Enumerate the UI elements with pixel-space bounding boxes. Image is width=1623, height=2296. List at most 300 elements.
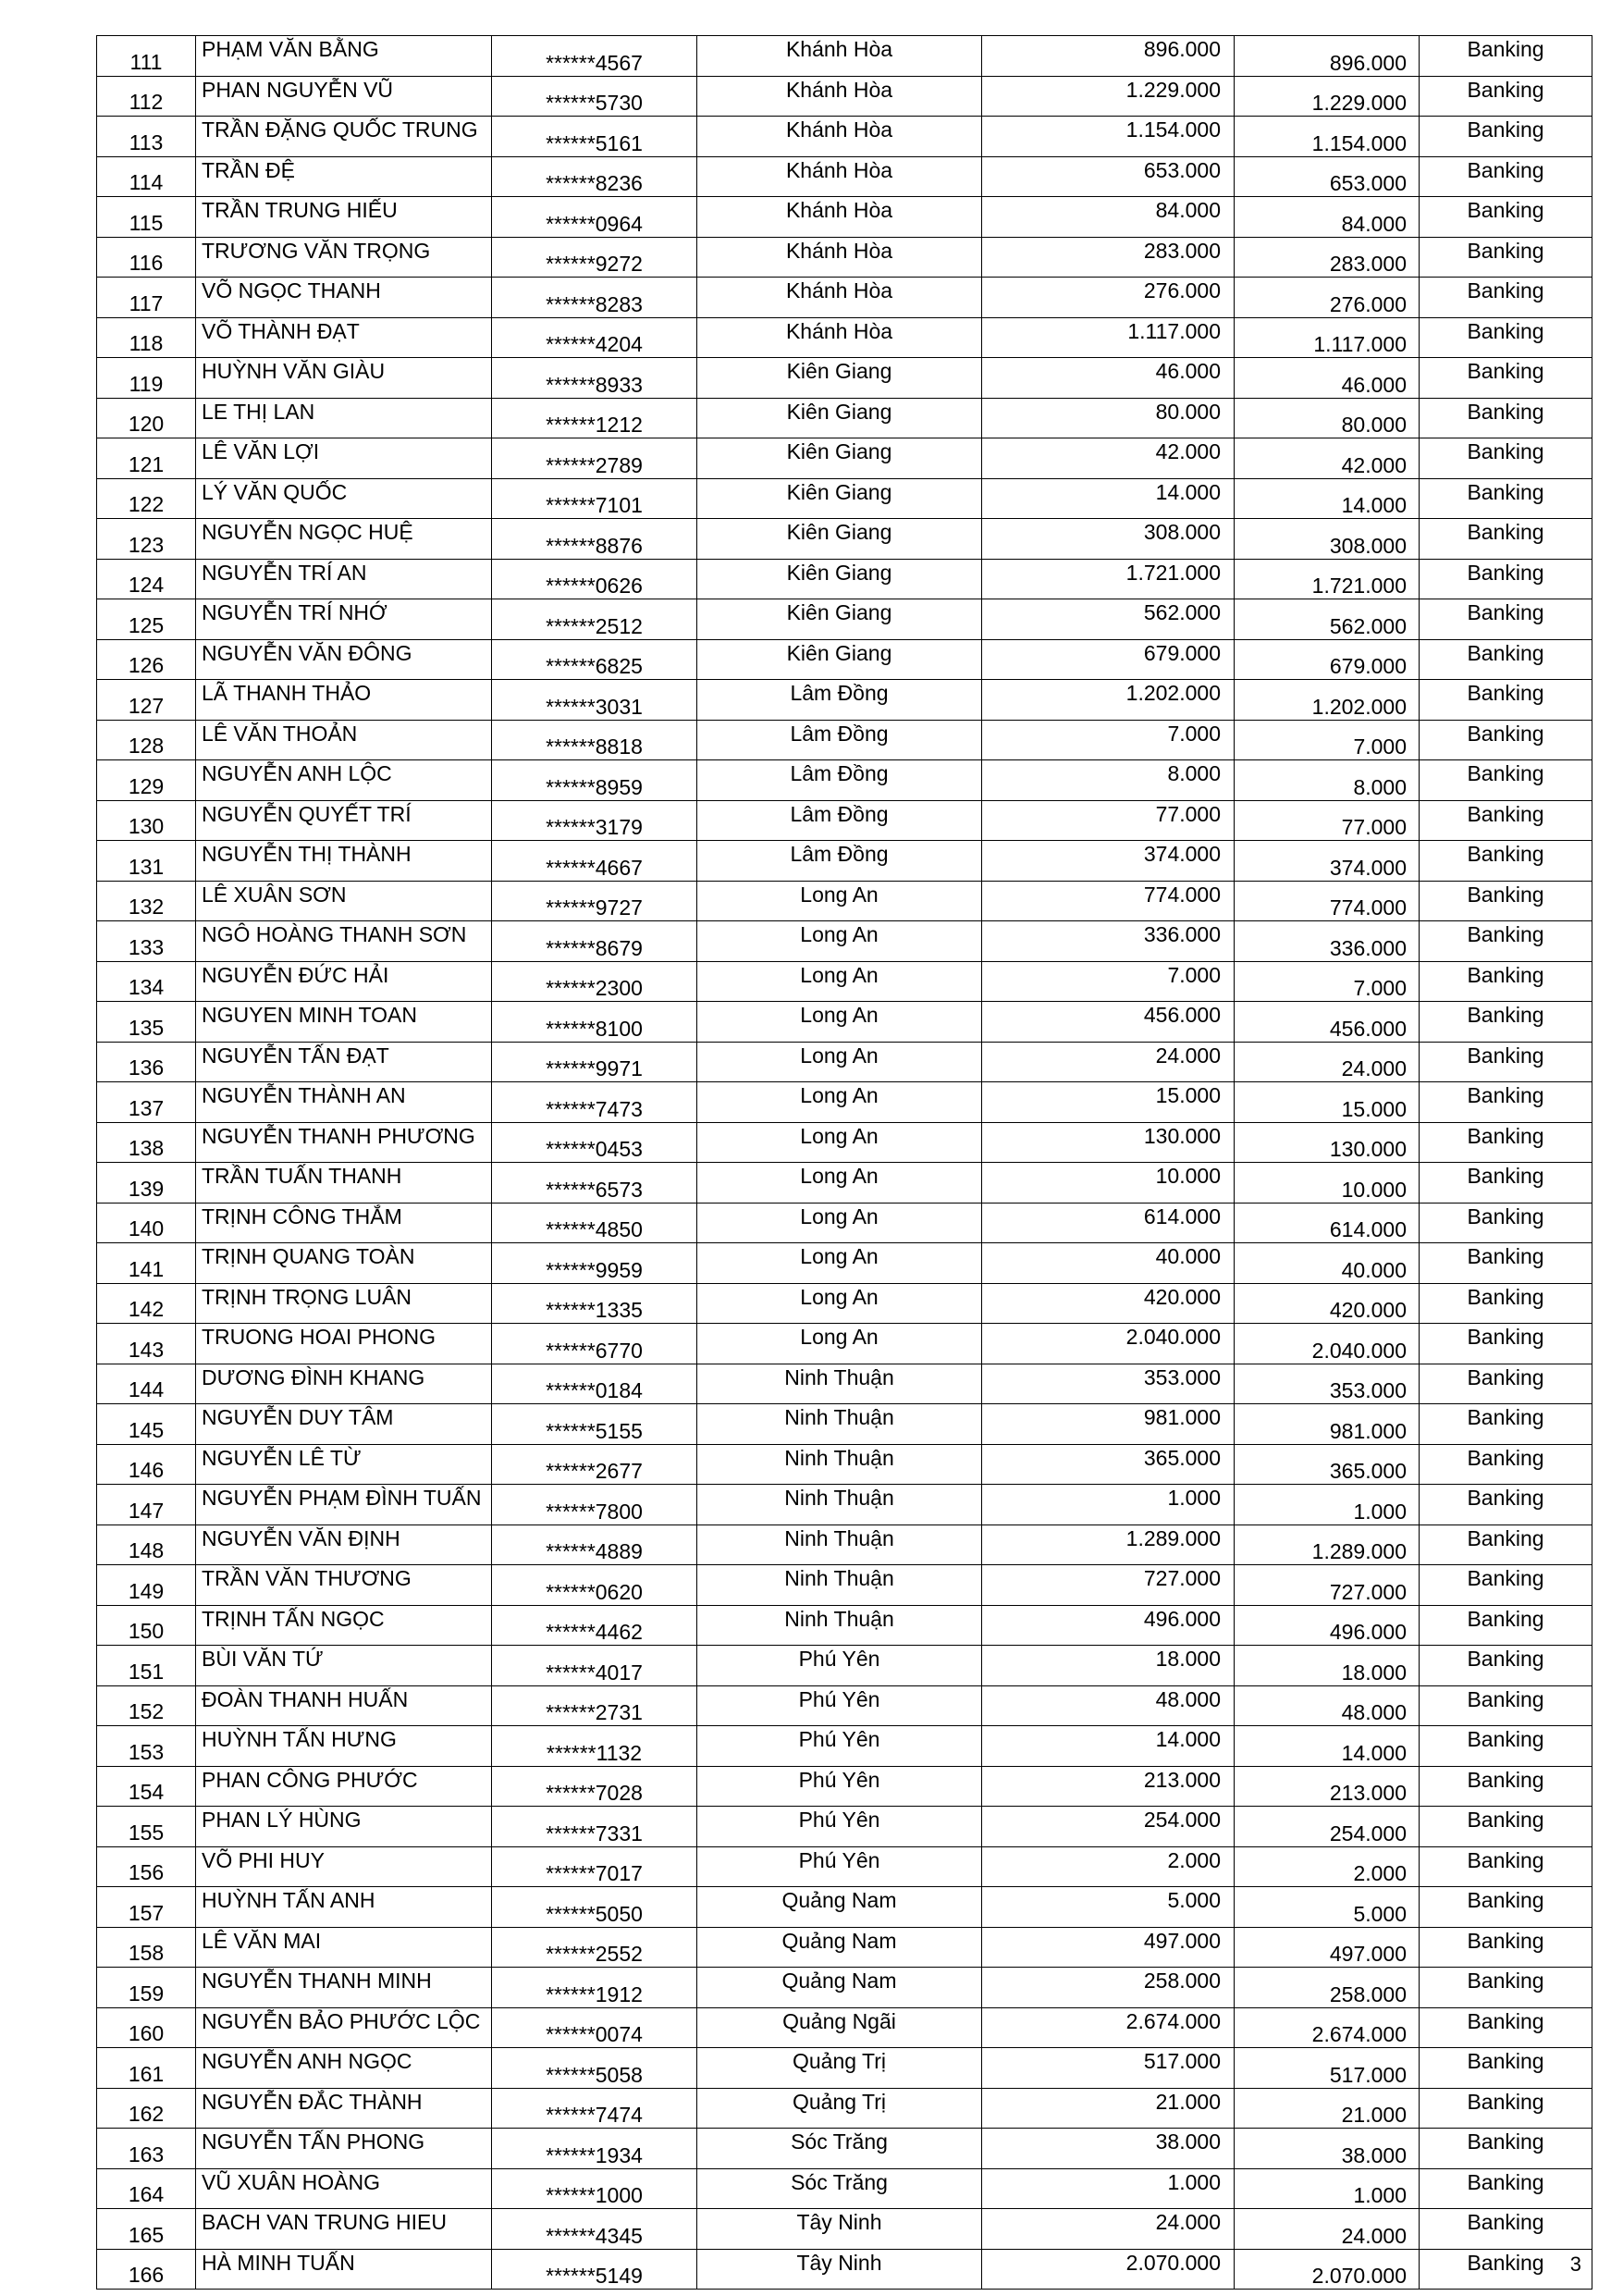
table-row xyxy=(97,519,1592,560)
name-cell: LÃ THANH THẢO xyxy=(196,680,492,721)
account-cell: ******1132 xyxy=(492,1726,697,1767)
name-cell: HUỲNH TẤN ANH xyxy=(196,1887,492,1928)
account-cell: ******7331 xyxy=(492,1807,697,1847)
payment-method-cell: Banking xyxy=(1420,881,1592,921)
province-cell: Phú Yên xyxy=(697,1807,982,1847)
name-cell: LÊ XUÂN SƠN xyxy=(196,881,492,921)
received-amount-cell: 80.000 xyxy=(1235,398,1420,438)
name-cell: LÊ VĂN THOẢN xyxy=(196,720,492,760)
province-cell: Khánh Hòa xyxy=(697,317,982,358)
amount-cell: 353.000 xyxy=(982,1364,1235,1404)
account-cell: ******2677 xyxy=(492,1444,697,1485)
received-amount-cell: 46.000 xyxy=(1235,358,1420,399)
account-cell: ******0964 xyxy=(492,197,697,238)
province-cell: Quảng Nam xyxy=(697,1968,982,2008)
amount-cell: 1.154.000 xyxy=(982,117,1235,157)
table-row xyxy=(97,2209,1592,2250)
account-cell: ******9959 xyxy=(492,1243,697,1284)
row-number-cell: 137 xyxy=(97,1082,196,1123)
table-row xyxy=(97,438,1592,479)
table-row xyxy=(97,237,1592,278)
amount-cell: 213.000 xyxy=(982,1766,1235,1807)
received-amount-cell: 24.000 xyxy=(1235,1042,1420,1082)
row-number-cell: 117 xyxy=(97,278,196,318)
name-cell: DƯƠNG ĐÌNH KHANG xyxy=(196,1364,492,1404)
received-amount-cell: 14.000 xyxy=(1235,1726,1420,1767)
table-row xyxy=(97,1807,1592,1847)
payment-method-cell: Banking xyxy=(1420,599,1592,640)
row-number-cell: 111 xyxy=(97,36,196,77)
row-number-cell: 165 xyxy=(97,2209,196,2250)
province-cell: Lâm Đồng xyxy=(697,680,982,721)
amount-cell: 456.000 xyxy=(982,1002,1235,1043)
received-amount-cell: 420.000 xyxy=(1235,1283,1420,1324)
province-cell: Kiên Giang xyxy=(697,438,982,479)
row-number-cell: 141 xyxy=(97,1243,196,1284)
amount-cell: 562.000 xyxy=(982,599,1235,640)
amount-cell: 1.721.000 xyxy=(982,559,1235,599)
account-cell: ******1000 xyxy=(492,2168,697,2209)
row-number-cell: 128 xyxy=(97,720,196,760)
name-cell: NGUYỄN PHẠM ĐÌNH TUẤN xyxy=(196,1485,492,1525)
row-number-cell: 127 xyxy=(97,680,196,721)
province-cell: Tây Ninh xyxy=(697,2249,982,2290)
payment-method-cell: Banking xyxy=(1420,2168,1592,2209)
received-amount-cell: 308.000 xyxy=(1235,519,1420,560)
name-cell: BÙI VĂN TỨ xyxy=(196,1646,492,1686)
row-number-cell: 116 xyxy=(97,237,196,278)
row-number-cell: 126 xyxy=(97,639,196,680)
table-row xyxy=(97,2129,1592,2169)
amount-cell: 2.070.000 xyxy=(982,2249,1235,2290)
row-number-cell: 139 xyxy=(97,1163,196,1204)
table-row xyxy=(97,1887,1592,1928)
name-cell: BACH VAN TRUNG HIEU xyxy=(196,2209,492,2250)
received-amount-cell: 1.202.000 xyxy=(1235,680,1420,721)
row-number-cell: 144 xyxy=(97,1364,196,1404)
name-cell: TRẦN TRUNG HIẾU xyxy=(196,197,492,238)
row-number-cell: 149 xyxy=(97,1565,196,1606)
name-cell: PHAN CÔNG PHƯỚC xyxy=(196,1766,492,1807)
name-cell: PHAN NGUYỄN VŨ xyxy=(196,76,492,117)
received-amount-cell: 130.000 xyxy=(1235,1122,1420,1163)
received-amount-cell: 562.000 xyxy=(1235,599,1420,640)
payment-method-cell: Banking xyxy=(1420,2129,1592,2169)
row-number-cell: 131 xyxy=(97,841,196,882)
payment-method-cell: Banking xyxy=(1420,1565,1592,1606)
amount-cell: 18.000 xyxy=(982,1646,1235,1686)
name-cell: NGUYỄN QUYẾT TRÍ xyxy=(196,800,492,841)
amount-cell: 2.040.000 xyxy=(982,1324,1235,1364)
received-amount-cell: 497.000 xyxy=(1235,1927,1420,1968)
table-row xyxy=(97,1646,1592,1686)
amount-cell: 365.000 xyxy=(982,1444,1235,1485)
name-cell: TRẦN ĐẶNG QUỐC TRUNG xyxy=(196,117,492,157)
payment-method-cell: Banking xyxy=(1420,760,1592,801)
table-row xyxy=(97,1968,1592,2008)
name-cell: PHAN LÝ HÙNG xyxy=(196,1807,492,1847)
amount-cell: 254.000 xyxy=(982,1807,1235,1847)
name-cell: TRỊNH CÔNG THẮM xyxy=(196,1203,492,1243)
amount-cell: 653.000 xyxy=(982,156,1235,197)
payment-method-cell: Banking xyxy=(1420,1042,1592,1082)
row-number-cell: 124 xyxy=(97,559,196,599)
name-cell: NGUYỄN TRÍ NHỚ xyxy=(196,599,492,640)
row-number-cell: 160 xyxy=(97,2007,196,2048)
table-row xyxy=(97,961,1592,1002)
table-row xyxy=(97,197,1592,238)
name-cell: NGUYỄN VĂN ĐỊNH xyxy=(196,1524,492,1565)
table-row xyxy=(97,921,1592,962)
row-number-cell: 129 xyxy=(97,760,196,801)
payment-method-cell: Banking xyxy=(1420,1163,1592,1204)
name-cell: NGUYỄN ANH NGỌC xyxy=(196,2048,492,2089)
amount-cell: 308.000 xyxy=(982,519,1235,560)
province-cell: Kiên Giang xyxy=(697,599,982,640)
province-cell: Kiên Giang xyxy=(697,639,982,680)
received-amount-cell: 374.000 xyxy=(1235,841,1420,882)
table-row xyxy=(97,76,1592,117)
province-cell: Phú Yên xyxy=(697,1726,982,1767)
name-cell: TRỊNH TẤN NGỌC xyxy=(196,1605,492,1646)
name-cell: ĐOÀN THANH HUẤN xyxy=(196,1685,492,1726)
payment-method-cell: Banking xyxy=(1420,438,1592,479)
row-number-cell: 166 xyxy=(97,2249,196,2290)
received-amount-cell: 2.674.000 xyxy=(1235,2007,1420,2048)
account-cell: ******0453 xyxy=(492,1122,697,1163)
account-cell: ******4889 xyxy=(492,1524,697,1565)
payment-method-cell: Banking xyxy=(1420,1646,1592,1686)
table-row xyxy=(97,117,1592,157)
name-cell: TRƯƠNG VĂN TRỌNG xyxy=(196,237,492,278)
table-row xyxy=(97,317,1592,358)
row-number-cell: 164 xyxy=(97,2168,196,2209)
province-cell: Ninh Thuận xyxy=(697,1364,982,1404)
table-row xyxy=(97,1364,1592,1404)
payment-method-cell: Banking xyxy=(1420,1726,1592,1767)
row-number-cell: 135 xyxy=(97,1002,196,1043)
payment-method-cell: Banking xyxy=(1420,2088,1592,2129)
province-cell: Long An xyxy=(697,881,982,921)
row-number-cell: 150 xyxy=(97,1605,196,1646)
province-cell: Lâm Đồng xyxy=(697,841,982,882)
province-cell: Ninh Thuận xyxy=(697,1524,982,1565)
table-row xyxy=(97,841,1592,882)
account-cell: ******2552 xyxy=(492,1927,697,1968)
name-cell: VÕ NGỌC THANH xyxy=(196,278,492,318)
province-cell: Quảng Trị xyxy=(697,2088,982,2129)
account-cell: ******0184 xyxy=(492,1364,697,1404)
account-cell: ******5058 xyxy=(492,2048,697,2089)
name-cell: TRỊNH TRỌNG LUÂN xyxy=(196,1283,492,1324)
account-cell: ******0074 xyxy=(492,2007,697,2048)
table-row xyxy=(97,1927,1592,1968)
received-amount-cell: 981.000 xyxy=(1235,1404,1420,1445)
amount-cell: 896.000 xyxy=(982,36,1235,77)
received-amount-cell: 1.117.000 xyxy=(1235,317,1420,358)
table-row xyxy=(97,1203,1592,1243)
row-number-cell: 146 xyxy=(97,1444,196,1485)
table-row xyxy=(97,1726,1592,1767)
received-amount-cell: 517.000 xyxy=(1235,2048,1420,2089)
table-row xyxy=(97,358,1592,399)
province-cell: Kiên Giang xyxy=(697,358,982,399)
province-cell: Ninh Thuận xyxy=(697,1404,982,1445)
payment-method-cell: Banking xyxy=(1420,1766,1592,1807)
province-cell: Khánh Hòa xyxy=(697,76,982,117)
table-row xyxy=(97,1524,1592,1565)
name-cell: LÊ VĂN MAI xyxy=(196,1927,492,1968)
received-amount-cell: 456.000 xyxy=(1235,1002,1420,1043)
amount-cell: 15.000 xyxy=(982,1082,1235,1123)
row-number-cell: 143 xyxy=(97,1324,196,1364)
name-cell: NGUYỄN TẤN PHONG xyxy=(196,2129,492,2169)
received-amount-cell: 5.000 xyxy=(1235,1887,1420,1928)
table-row xyxy=(97,1163,1592,1204)
province-cell: Kiên Giang xyxy=(697,559,982,599)
received-amount-cell: 1.721.000 xyxy=(1235,559,1420,599)
name-cell: TRỊNH QUANG TOÀN xyxy=(196,1243,492,1284)
province-cell: Ninh Thuận xyxy=(697,1444,982,1485)
account-cell: ******4850 xyxy=(492,1203,697,1243)
account-cell: ******5155 xyxy=(492,1404,697,1445)
table-row xyxy=(97,478,1592,519)
table-row xyxy=(97,800,1592,841)
payment-method-cell: Banking xyxy=(1420,1364,1592,1404)
province-cell: Phú Yên xyxy=(697,1685,982,1726)
province-cell: Kiên Giang xyxy=(697,519,982,560)
received-amount-cell: 48.000 xyxy=(1235,1685,1420,1726)
amount-cell: 80.000 xyxy=(982,398,1235,438)
payment-method-cell: Banking xyxy=(1420,1243,1592,1284)
received-amount-cell: 254.000 xyxy=(1235,1807,1420,1847)
received-amount-cell: 15.000 xyxy=(1235,1082,1420,1123)
payment-method-cell: Banking xyxy=(1420,398,1592,438)
amount-cell: 5.000 xyxy=(982,1887,1235,1928)
row-number-cell: 118 xyxy=(97,317,196,358)
payment-method-cell: Banking xyxy=(1420,1444,1592,1485)
account-cell: ******7101 xyxy=(492,478,697,519)
table-row xyxy=(97,36,1592,77)
row-number-cell: 148 xyxy=(97,1524,196,1565)
row-number-cell: 113 xyxy=(97,117,196,157)
name-cell: NGUYỄN ĐẮC THÀNH xyxy=(196,2088,492,2129)
table-row xyxy=(97,1283,1592,1324)
payment-method-cell: Banking xyxy=(1420,519,1592,560)
account-cell: ******8818 xyxy=(492,720,697,760)
amount-cell: 10.000 xyxy=(982,1163,1235,1204)
province-cell: Lâm Đồng xyxy=(697,760,982,801)
payment-method-cell: Banking xyxy=(1420,1485,1592,1525)
table-row xyxy=(97,1042,1592,1082)
province-cell: Long An xyxy=(697,1163,982,1204)
received-amount-cell: 276.000 xyxy=(1235,278,1420,318)
received-amount-cell: 14.000 xyxy=(1235,478,1420,519)
row-number-cell: 147 xyxy=(97,1485,196,1525)
account-cell: ******5730 xyxy=(492,76,697,117)
amount-cell: 1.289.000 xyxy=(982,1524,1235,1565)
received-amount-cell: 353.000 xyxy=(1235,1364,1420,1404)
table-body xyxy=(97,36,1592,2290)
table-row xyxy=(97,156,1592,197)
account-cell: ******3031 xyxy=(492,680,697,721)
received-amount-cell: 42.000 xyxy=(1235,438,1420,479)
received-amount-cell: 896.000 xyxy=(1235,36,1420,77)
row-number-cell: 163 xyxy=(97,2129,196,2169)
name-cell: NGUYỄN ANH LỘC xyxy=(196,760,492,801)
row-number-cell: 119 xyxy=(97,358,196,399)
name-cell: TRẦN TUẤN THANH xyxy=(196,1163,492,1204)
table-row xyxy=(97,2048,1592,2089)
table-row xyxy=(97,1404,1592,1445)
table-row xyxy=(97,1324,1592,1364)
amount-cell: 38.000 xyxy=(982,2129,1235,2169)
row-number-cell: 155 xyxy=(97,1807,196,1847)
row-number-cell: 152 xyxy=(97,1685,196,1726)
row-number-cell: 153 xyxy=(97,1726,196,1767)
amount-cell: 130.000 xyxy=(982,1122,1235,1163)
account-cell: ******5161 xyxy=(492,117,697,157)
account-cell: ******7017 xyxy=(492,1846,697,1887)
name-cell: NGUYỄN TẤN ĐẠT xyxy=(196,1042,492,1082)
payment-method-cell: Banking xyxy=(1420,1002,1592,1043)
name-cell: VŨ XUÂN HOÀNG xyxy=(196,2168,492,2209)
province-cell: Tây Ninh xyxy=(697,2209,982,2250)
amount-cell: 1.229.000 xyxy=(982,76,1235,117)
account-cell: ******4667 xyxy=(492,841,697,882)
row-number-cell: 134 xyxy=(97,961,196,1002)
name-cell: NGUYỄN DUY TÂM xyxy=(196,1404,492,1445)
table-row xyxy=(97,1565,1592,1606)
account-cell: ******7800 xyxy=(492,1485,697,1525)
row-number-cell: 140 xyxy=(97,1203,196,1243)
account-cell: ******6770 xyxy=(492,1324,697,1364)
row-number-cell: 157 xyxy=(97,1887,196,1928)
row-number-cell: 136 xyxy=(97,1042,196,1082)
payment-table xyxy=(96,35,1592,2290)
row-number-cell: 115 xyxy=(97,197,196,238)
received-amount-cell: 653.000 xyxy=(1235,156,1420,197)
account-cell: ******8100 xyxy=(492,1002,697,1043)
province-cell: Khánh Hòa xyxy=(697,36,982,77)
amount-cell: 679.000 xyxy=(982,639,1235,680)
amount-cell: 496.000 xyxy=(982,1605,1235,1646)
province-cell: Quảng Trị xyxy=(697,2048,982,2089)
amount-cell: 420.000 xyxy=(982,1283,1235,1324)
table-row xyxy=(97,881,1592,921)
payment-method-cell: Banking xyxy=(1420,76,1592,117)
received-amount-cell: 40.000 xyxy=(1235,1243,1420,1284)
payment-method-cell: Banking xyxy=(1420,1968,1592,2008)
payment-method-cell: Banking xyxy=(1420,1846,1592,1887)
name-cell: LÝ VĂN QUỐC xyxy=(196,478,492,519)
payment-method-cell: Banking xyxy=(1420,921,1592,962)
name-cell: NGUYỄN NGỌC HUỆ xyxy=(196,519,492,560)
account-cell: ******2789 xyxy=(492,438,697,479)
amount-cell: 283.000 xyxy=(982,237,1235,278)
name-cell: NGUYỄN THỊ THÀNH xyxy=(196,841,492,882)
amount-cell: 614.000 xyxy=(982,1203,1235,1243)
table-row xyxy=(97,278,1592,318)
payment-method-cell: Banking xyxy=(1420,1324,1592,1364)
account-cell: ******1912 xyxy=(492,1968,697,2008)
amount-cell: 21.000 xyxy=(982,2088,1235,2129)
row-number-cell: 145 xyxy=(97,1404,196,1445)
amount-cell: 42.000 xyxy=(982,438,1235,479)
amount-cell: 727.000 xyxy=(982,1565,1235,1606)
province-cell: Khánh Hòa xyxy=(697,237,982,278)
name-cell: NGUYỄN LÊ TỪ xyxy=(196,1444,492,1485)
account-cell: ******7474 xyxy=(492,2088,697,2129)
amount-cell: 1.117.000 xyxy=(982,317,1235,358)
account-cell: ******8933 xyxy=(492,358,697,399)
row-number-cell: 161 xyxy=(97,2048,196,2089)
amount-cell: 24.000 xyxy=(982,1042,1235,1082)
table-row xyxy=(97,1485,1592,1525)
account-cell: ******1934 xyxy=(492,2129,697,2169)
account-cell: ******9727 xyxy=(492,881,697,921)
table-row xyxy=(97,559,1592,599)
province-cell: Long An xyxy=(697,1324,982,1364)
province-cell: Phú Yên xyxy=(697,1846,982,1887)
row-number-cell: 120 xyxy=(97,398,196,438)
province-cell: Ninh Thuận xyxy=(697,1485,982,1525)
amount-cell: 774.000 xyxy=(982,881,1235,921)
name-cell: PHẠM VĂN BẰNG xyxy=(196,36,492,77)
table-row xyxy=(97,1082,1592,1123)
amount-cell: 77.000 xyxy=(982,800,1235,841)
name-cell: NGUYỄN TRÍ AN xyxy=(196,559,492,599)
province-cell: Long An xyxy=(697,1122,982,1163)
province-cell: Long An xyxy=(697,1042,982,1082)
account-cell: ******1212 xyxy=(492,398,697,438)
province-cell: Long An xyxy=(697,921,982,962)
payment-method-cell: Banking xyxy=(1420,1122,1592,1163)
account-cell: ******8236 xyxy=(492,156,697,197)
payment-method-cell: Banking xyxy=(1420,1082,1592,1123)
province-cell: Quảng Nam xyxy=(697,1927,982,1968)
account-cell: ******3179 xyxy=(492,800,697,841)
row-number-cell: 133 xyxy=(97,921,196,962)
amount-cell: 46.000 xyxy=(982,358,1235,399)
amount-cell: 1.000 xyxy=(982,2168,1235,2209)
received-amount-cell: 2.040.000 xyxy=(1235,1324,1420,1364)
name-cell: HUỲNH TẤN HƯNG xyxy=(196,1726,492,1767)
account-cell: ******2731 xyxy=(492,1685,697,1726)
page-number: 3 xyxy=(1569,2253,1581,2276)
account-cell: ******1335 xyxy=(492,1283,697,1324)
table-row xyxy=(97,2168,1592,2209)
received-amount-cell: 1.000 xyxy=(1235,1485,1420,1525)
account-cell: ******4462 xyxy=(492,1605,697,1646)
province-cell: Khánh Hòa xyxy=(697,197,982,238)
amount-cell: 374.000 xyxy=(982,841,1235,882)
row-number-cell: 142 xyxy=(97,1283,196,1324)
account-cell: ******6573 xyxy=(492,1163,697,1204)
amount-cell: 7.000 xyxy=(982,961,1235,1002)
payment-method-cell: Banking xyxy=(1420,197,1592,238)
received-amount-cell: 1.289.000 xyxy=(1235,1524,1420,1565)
account-cell: ******8876 xyxy=(492,519,697,560)
amount-cell: 84.000 xyxy=(982,197,1235,238)
name-cell: VÕ THÀNH ĐẠT xyxy=(196,317,492,358)
account-cell: ******4567 xyxy=(492,36,697,77)
account-cell: ******8679 xyxy=(492,921,697,962)
account-cell: ******2512 xyxy=(492,599,697,640)
amount-cell: 2.674.000 xyxy=(982,2007,1235,2048)
received-amount-cell: 614.000 xyxy=(1235,1203,1420,1243)
payment-method-cell: Banking xyxy=(1420,36,1592,77)
